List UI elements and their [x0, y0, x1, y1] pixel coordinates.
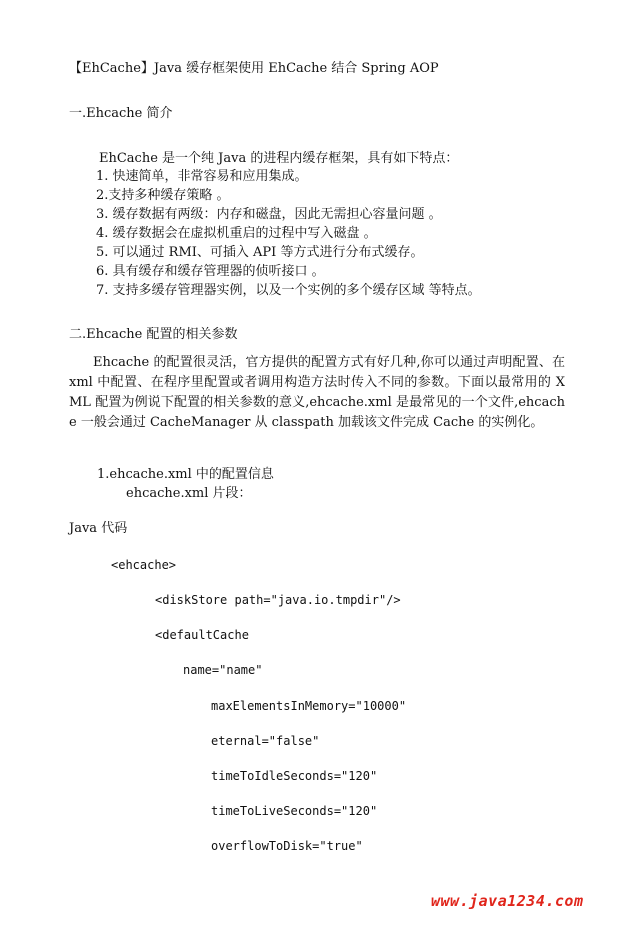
list-item: 2.支持多种缓存策略 。 — [96, 188, 230, 203]
code-line: overflowToDisk="true" — [211, 839, 363, 853]
list-item: 7. 支持多缓存管理器实例，以及一个实例的多个缓存区域 等特点。 — [96, 283, 481, 298]
config-paragraph: Ehcache 的配置很灵活，官方提供的配置方式有好几种,你可以通过声明配置、在 xml 中配置、在程序里配置或者调用构造方法时传入不同的参数。下面以最常用的 XML 配置为例说下配置的相关参数的意义,ehcache.xml 是最常见的一个文件,ehcache 一般会通过 CacheManager 从 classpath 加载该文件完成 Cache 的实例化。 — [69, 355, 565, 430]
intro-text: EhCache 是一个纯 Java 的进程内缓存框架，具有如下特点： — [99, 151, 459, 166]
code-line: <ehcache> — [111, 558, 177, 572]
document-title: 【EhCache】Java 缓存框架使用 EhCache 结合 Spring AOP — [69, 61, 439, 76]
code-label: Java 代码 — [69, 521, 128, 536]
list-item: 5. 可以通过 RMI、可插入 API 等方式进行分布式缓存。 — [96, 245, 424, 260]
list-item: 3. 缓存数据有两级：内存和磁盘，因此无需担心容量问题 。 — [96, 207, 442, 222]
sub-heading: 1.ehcache.xml 中的配置信息 — [97, 467, 274, 482]
list-item: 1. 快速简单，非常容易和应用集成。 — [96, 169, 308, 184]
section-heading-config: 二.Ehcache 配置的相关参数 — [69, 327, 238, 342]
code-line: timeToIdleSeconds="120" — [211, 769, 378, 783]
section-heading-intro: 一.Ehcache 简介 — [69, 106, 173, 121]
sub-caption: ehcache.xml 片段： — [126, 486, 252, 501]
code-line: <defaultCache — [155, 628, 249, 642]
list-item: 4. 缓存数据会在虚拟机重启的过程中写入磁盘 。 — [96, 226, 377, 241]
feature-list — [96, 169, 481, 302]
code-line: name="name" — [183, 663, 263, 677]
code-line: eternal="false" — [211, 734, 320, 748]
code-line: timeToLiveSeconds="120" — [211, 804, 378, 818]
watermark: www.java1234.com — [431, 892, 584, 910]
code-line: <diskStore path="java.io.tmpdir"/> — [155, 593, 401, 607]
code-line: maxElementsInMemory="10000" — [211, 699, 407, 713]
list-item: 6. 具有缓存和缓存管理器的侦听接口 。 — [96, 264, 325, 279]
